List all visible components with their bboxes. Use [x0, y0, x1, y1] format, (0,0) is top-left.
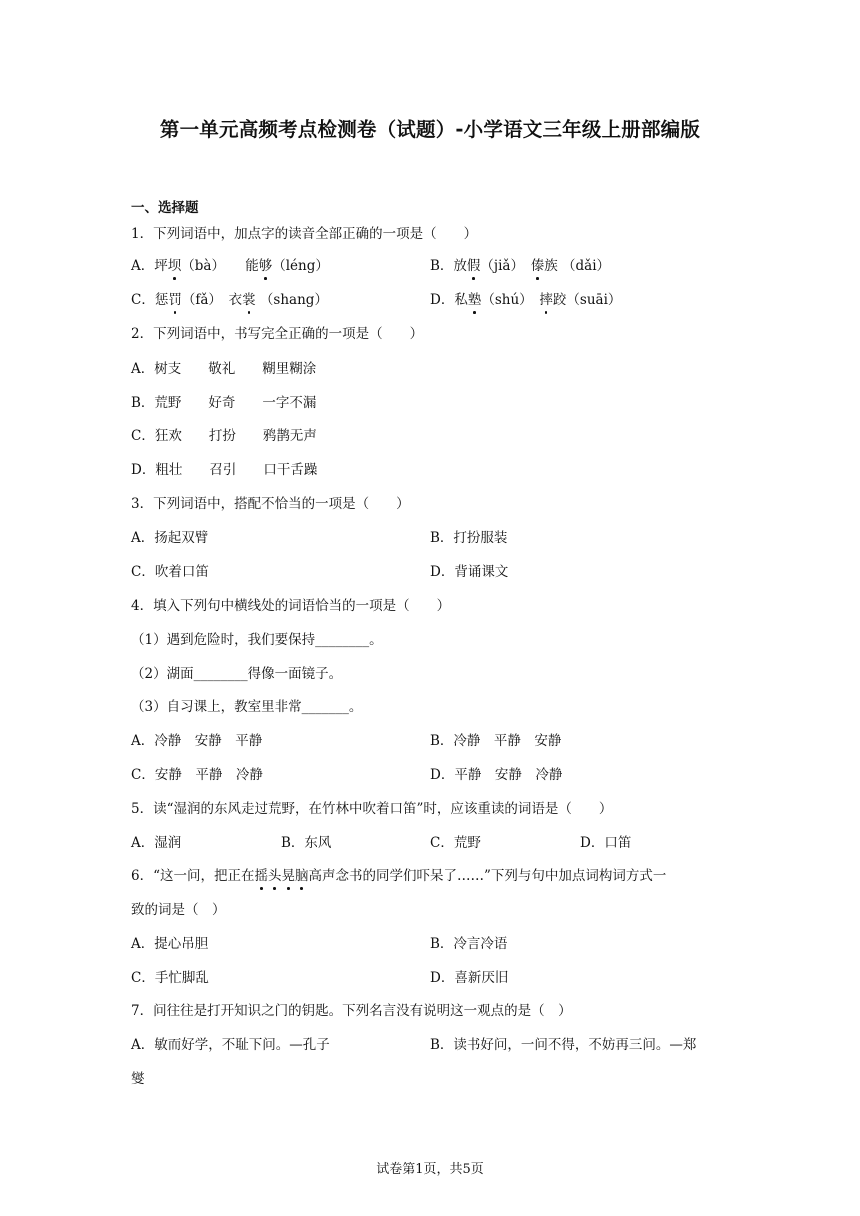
question-6-option-a: A．提心吊胆	[131, 936, 209, 952]
question-2-option-b: B．荒野 好奇 一字不漏	[131, 395, 317, 411]
question-1-option-b: B．放假（jiǎ） 傣族 （dǎi）	[430, 258, 611, 274]
question-5-option-c: C．荒野	[430, 835, 481, 851]
page-footer: 试卷第1页，共5页	[376, 1162, 484, 1177]
question-4-stem: 4．填入下列句中横线处的词语恰当的一项是（ ）	[131, 598, 451, 614]
question-6-option-d: D．喜新厌旧	[430, 970, 509, 986]
question-4-option-b: B．冷静 平静 安静	[430, 733, 562, 749]
question-4-sentence-2: （2）湖面________得像一面镜子。	[131, 666, 343, 682]
question-7-stem: 7．问往往是打开知识之门的钥匙。下列名言没有说明这一观点的是（ ）	[131, 1003, 572, 1019]
question-1-stem: 1．下列词语中，加点字的读音全部正确的一项是（ ）	[131, 226, 478, 242]
question-1-option-c: C．惩罚（fǎ） 衣裳 （shang）	[131, 292, 328, 308]
question-6-stem: 6．“这一问，把正在摇头晃脑高声念书的同学们吓呆了……”下列与句中加点词构词方式一	[131, 868, 667, 884]
question-6-option-b: B．冷言冷语	[430, 936, 508, 952]
question-5-option-d: D．口笛	[580, 835, 632, 851]
question-5-option-a: A．湿润	[131, 835, 182, 851]
question-3-option-b: B．打扮服装	[430, 530, 508, 546]
question-3-option-d: D．背诵课文	[430, 564, 509, 580]
question-5-stem: 5．读“湿润的东风走过荒野，在竹林中吹着口笛”时，应该重读的词语是（ ）	[131, 801, 613, 817]
question-1-option-a: A．坪坝（bà） 能够（léng）	[131, 258, 329, 274]
question-4-option-a: A．冷静 安静 平静	[131, 733, 263, 749]
question-7-option-b-continued: 燮	[131, 1071, 145, 1087]
question-1-option-d: D．私塾（shú） 摔跤（suāi）	[430, 292, 622, 308]
question-7-option-b: B．读书好问，一问不得，不妨再三问。—郑	[430, 1037, 697, 1053]
question-2-option-d: D．粗壮 召引 口干舌躁	[131, 462, 318, 478]
question-3-option-c: C．吹着口笛	[131, 564, 209, 580]
question-4-sentence-1: （1）遇到危险时，我们要保持________。	[131, 632, 383, 648]
question-3-option-a: A．扬起双臂	[131, 530, 209, 546]
question-6-stem-continued: 致的词是（ ）	[131, 902, 226, 918]
question-5-option-b: B．东风	[281, 835, 332, 851]
page-title: 第一单元高频考点检测卷（试题）-小学语文三年级上册部编版	[159, 118, 701, 141]
question-7-option-a: A．敏而好学，不耻下问。—孔子	[131, 1037, 330, 1053]
question-2-stem: 2．下列词语中，书写完全正确的一项是（ ）	[131, 326, 424, 342]
question-6-option-c: C．手忙脚乱	[131, 970, 209, 986]
question-3-stem: 3．下列词语中，搭配不恰当的一项是（ ）	[131, 496, 410, 512]
question-2-option-c: C．狂欢 打扮 鸦鹊无声	[131, 428, 317, 444]
question-4-option-c: C．安静 平静 冷静	[131, 767, 263, 783]
question-4-option-d: D．平静 安静 冷静	[430, 767, 563, 783]
question-4-sentence-3: （3）自习课上，教室里非常_______。	[131, 699, 363, 715]
question-2-option-a: A．树支 敬礼 糊里糊涂	[131, 361, 317, 377]
section-heading: 一、选择题	[131, 200, 199, 216]
